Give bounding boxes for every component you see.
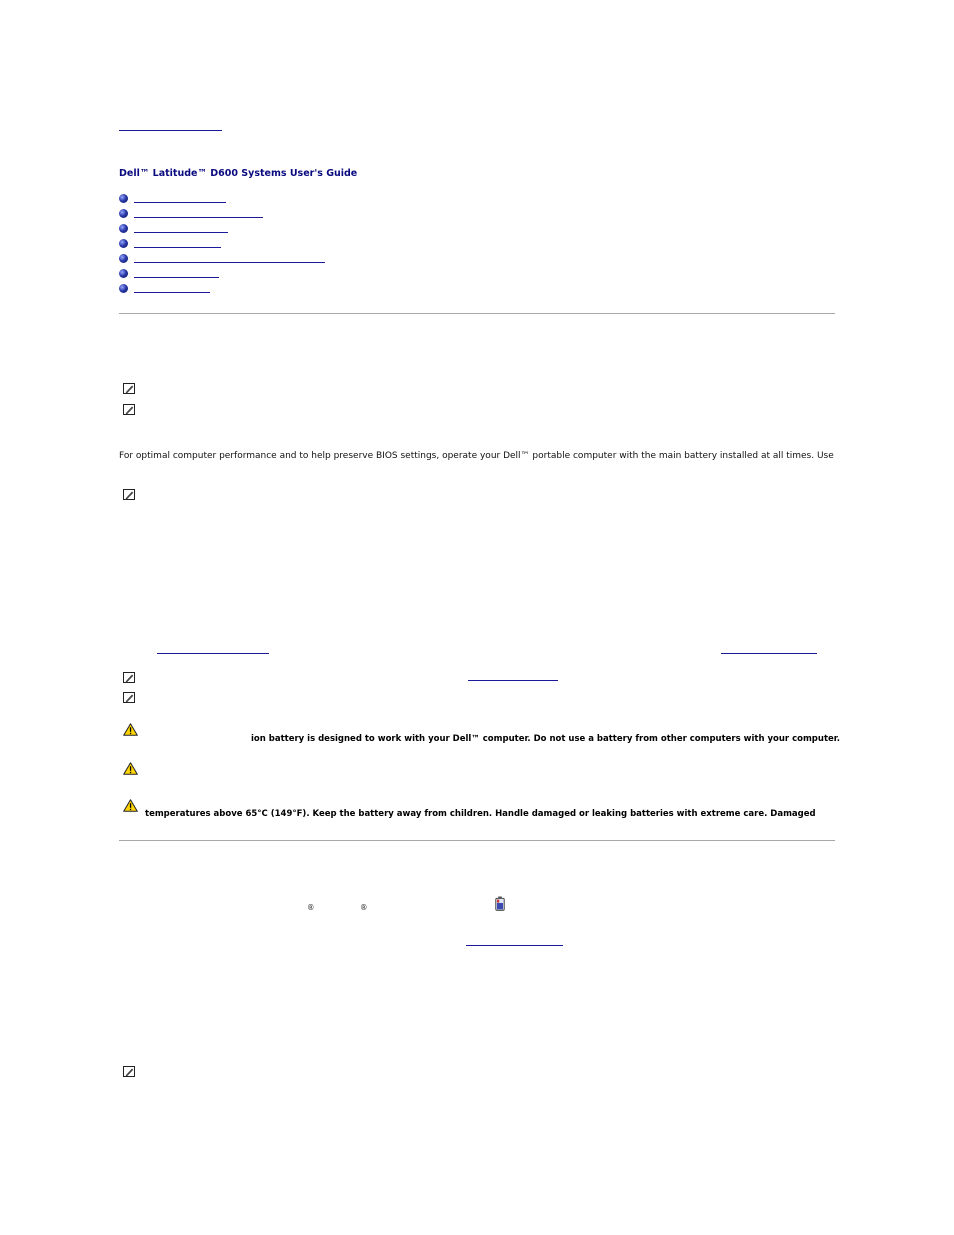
inline-link[interactable]	[466, 945, 563, 946]
caution-icon	[123, 723, 138, 736]
note-icon	[123, 489, 135, 500]
registered-mark: ®	[307, 903, 315, 912]
caution-icon	[123, 799, 138, 812]
caution-text: temperatures above 65°C (149°F). Keep the battery away from children. Handle damaged or leaking batteries with extreme care. Damaged	[145, 809, 816, 819]
toc-link-3[interactable]	[134, 232, 228, 233]
caution-text: ion battery is designed to work with your Dell™ computer. Do not use a battery from other computers with your computer.	[251, 734, 840, 744]
caution-icon	[123, 762, 138, 775]
bullet-icon	[119, 224, 128, 233]
bullet-icon	[119, 254, 128, 263]
inline-link[interactable]	[157, 653, 269, 654]
section-divider	[119, 313, 835, 314]
bullet-icon	[119, 194, 128, 203]
note-icon	[123, 404, 135, 415]
toc-link-7[interactable]	[134, 292, 210, 293]
note-icon	[123, 692, 135, 703]
toc-link-1[interactable]	[134, 202, 226, 203]
note-icon	[123, 672, 135, 683]
inline-link[interactable]	[721, 653, 817, 654]
note-icon	[123, 1066, 135, 1077]
bullet-icon	[119, 239, 128, 248]
toc-link-2[interactable]	[134, 217, 263, 218]
section-divider	[119, 840, 835, 841]
toc-link-6[interactable]	[134, 277, 219, 278]
bullet-icon	[119, 284, 128, 293]
bullet-icon	[119, 269, 128, 278]
battery-meter-icon	[495, 896, 505, 911]
toc-link-4[interactable]	[134, 247, 221, 248]
note-icon	[123, 383, 135, 394]
inline-link[interactable]	[468, 680, 558, 681]
back-to-contents-link[interactable]	[119, 130, 222, 131]
bullet-icon	[119, 209, 128, 218]
battery-usage-paragraph: For optimal computer performance and to help preserve BIOS settings, operate your Dell™ portable computer with the main battery installed at all times. Use	[119, 451, 834, 461]
document-title: Dell™ Latitude™ D600 Systems User's Guide	[119, 168, 358, 179]
registered-mark: ®	[360, 903, 368, 912]
toc-link-5[interactable]	[134, 262, 325, 263]
